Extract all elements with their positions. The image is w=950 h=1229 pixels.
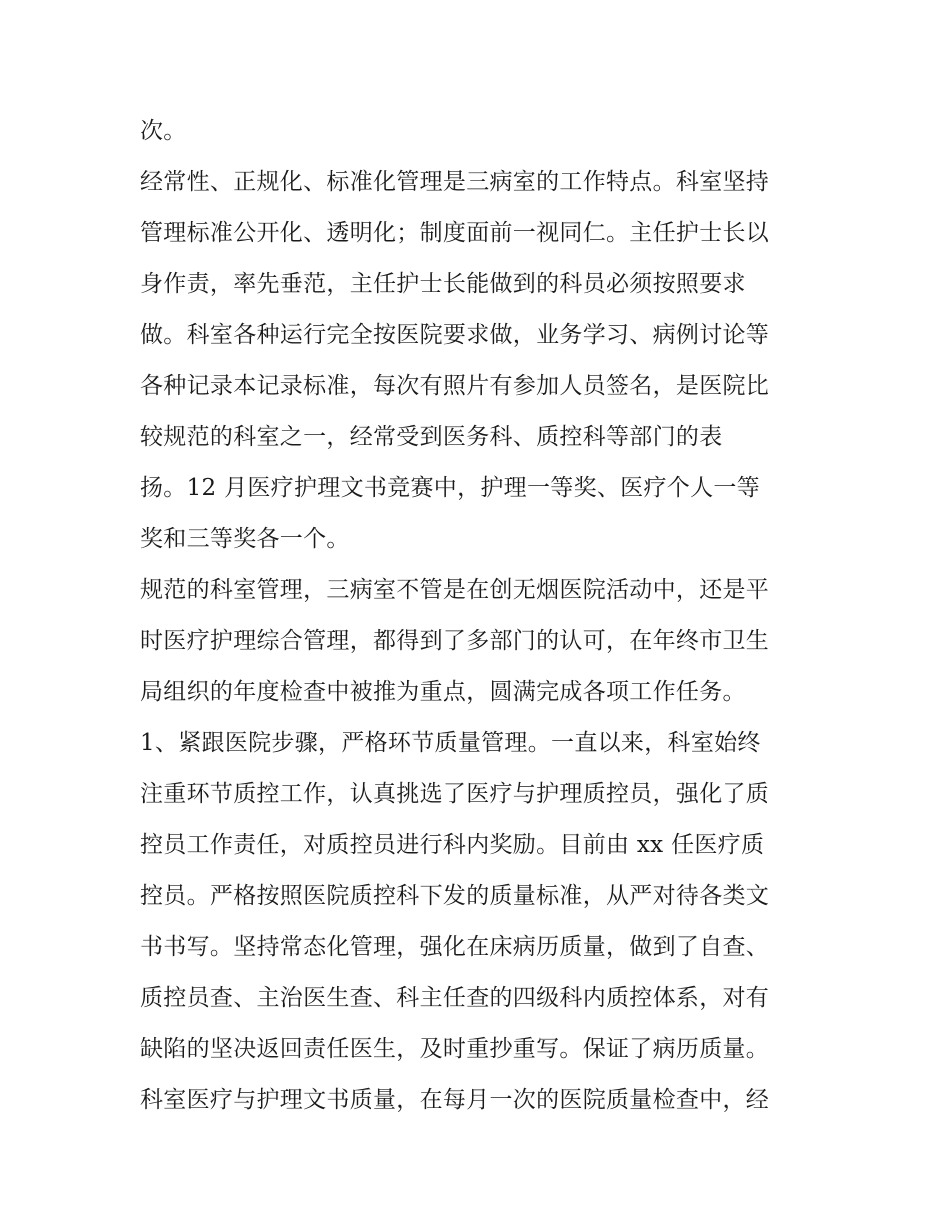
body-text — [140, 106, 840, 1126]
text-line: 控员。严格按照医院质控科下发的质量标准，从严对待各类文 — [140, 883, 770, 909]
text-line: 各种记录本记录标准，每次有照片有参加人员签名，是医院比 — [140, 373, 770, 399]
text-line: 局组织的年度检查中被推为重点，圆满完成各项工作任务。 — [140, 679, 746, 705]
text-line: 时医疗护理综合管理，都得到了多部门的认可，在年终市卫生 — [140, 628, 770, 654]
text-line: 身作责，率先垂范，主任护士长能做到的科员必须按照要求 — [140, 271, 746, 297]
text-line: 科室医疗与护理文书质量，在每月一次的医院质量检查中，经 — [140, 1087, 770, 1113]
text-line: 做。科室各种运行完全按医院要求做，业务学习、病例讨论等 — [140, 322, 770, 348]
text-line: 控员工作责任，对质控员进行科内奖励。目前由 xx 任医疗质 — [140, 832, 765, 858]
text-line: 管理标准公开化、透明化；制度面前一视同仁。主任护士长以 — [140, 220, 770, 246]
text-line: 扬。12 月医疗护理文书竞赛中，护理一等奖、医疗个人一等 — [140, 475, 760, 501]
text-line: 较规范的科室之一，经常受到医务科、质控科等部门的表 — [140, 424, 723, 450]
text-line: 经常性、正规化、标准化管理是三病室的工作特点。科室坚持 — [140, 169, 770, 195]
text-line: 质控员查、主治医生查、科主任查的四级科内质控体系，对有 — [140, 985, 770, 1011]
text-line: 次。 — [140, 118, 187, 144]
text-line: 规范的科室管理，三病室不管是在创无烟医院活动中，还是平 — [140, 577, 770, 603]
text-line: 注重环节质控工作，认真挑选了医疗与护理质控员，强化了质 — [140, 781, 770, 807]
text-line: 书书写。坚持常态化管理，强化在床病历质量，做到了自查、 — [140, 934, 770, 960]
text-line: 奖和三等奖各一个。 — [140, 526, 350, 552]
text-line: 1、紧跟医院步骤，严格环节质量管理。一直以来，科室始终 — [140, 730, 761, 756]
text-line: 缺陷的坚决返回责任医生，及时重抄重写。保证了病历质量。 — [140, 1036, 770, 1062]
